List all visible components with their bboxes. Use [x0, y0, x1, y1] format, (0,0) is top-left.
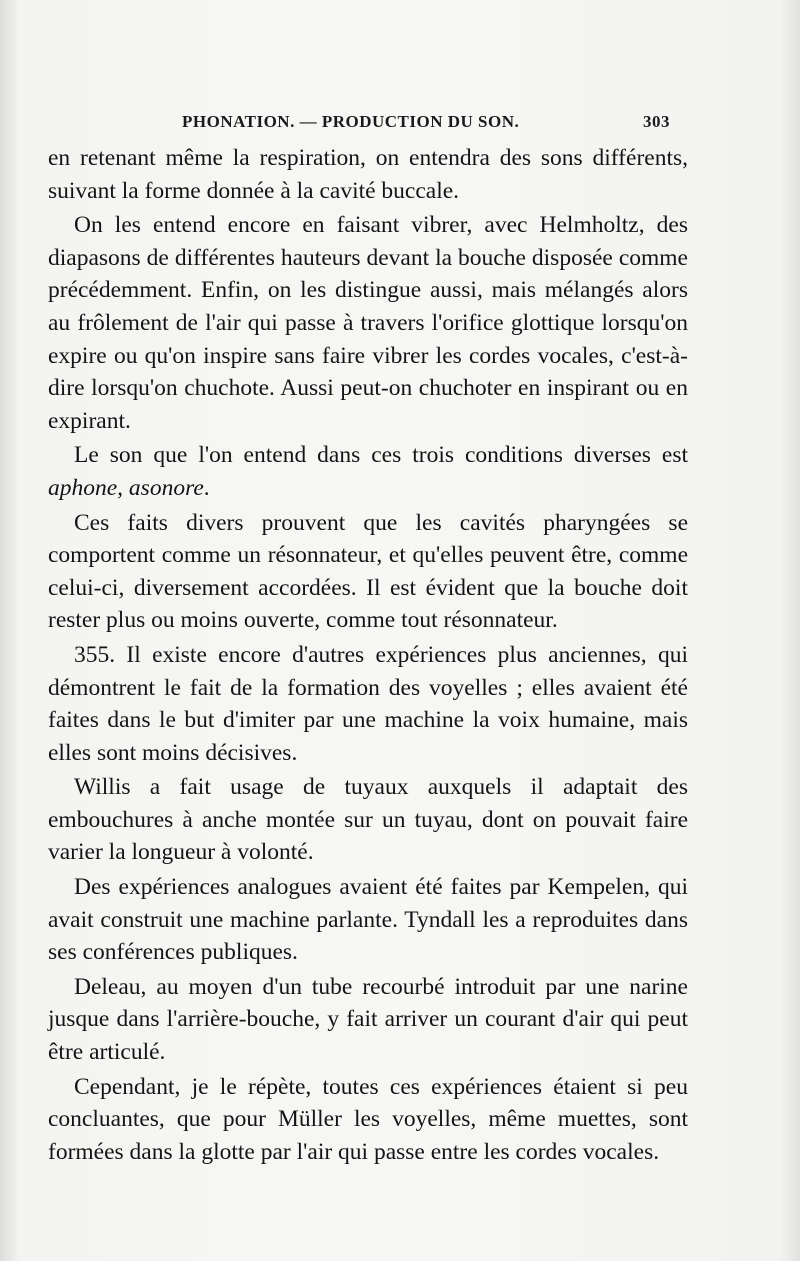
page-header [48, 112, 670, 136]
running-title: PHONATION. — PRODUCTION DU SON. [182, 112, 520, 131]
paragraph: Willis a fait usage de tuyaux auxquels il adaptait des embouchures à anche montée sur un tuyau, dont on pouvait faire varier la longueur à volonté. [48, 774, 688, 866]
paragraph: Ces faits divers prouvent que les cavités pharyngées se comportent comme un résonnateur, et qu'elles peuvent être, comme celui-ci, diversement accordées. Il est évident que la bouche doit rester plus ou moins ouverte, comme tout résonnateur. [48, 509, 688, 634]
italic-term: aphone, asonore [48, 474, 204, 501]
body-text [48, 142, 688, 1170]
paragraph [48, 439, 688, 504]
paragraph: Deleau, au moyen d'un tube recourbé introduit par une narine jusque dans l'arrière-bouche, y fait arriver un courant d'air qui peut être articulé. [48, 973, 688, 1066]
page-number: 303 [643, 112, 670, 131]
paragraph-text: . [203, 474, 210, 501]
paragraph-text: Le son que l'on entend dans ces trois conditions diverses est [74, 442, 688, 469]
paragraph: 355. Il existe encore d'autres expériences plus anciennes, qui démontrent le fait de la formation des voyelles ; elles avaient été faites dans le but d'imiter par une machine la voix humaine, mais elles sont moins décisives. [48, 641, 688, 766]
paragraph: en retenant même la respiration, on entendra des sons différents, suivant la forme donnée à la cavité buccale. [48, 145, 688, 204]
paragraph: Des expériences analogues avaient été faites par Kempelen, qui avait construit une machine parlante. Tyndall les a reproduites dans ses conférences publiques. [48, 874, 688, 966]
paragraph: On les entend encore en faisant vibrer, avec Helmholtz, des diapasons de différentes hauteurs devant la bouche disposée comme précédemment. Enfin, on les distingue aussi, mais mélangés alors au frôlement de l'air qui passe à travers l'orifice glottique lorsqu'on expire ou qu'on inspire sans faire vibrer les cordes vocales, c'est-à-dire lorsqu'on chuchote. Aussi peut-on chuchoter en inspirant ou en expirant. [48, 212, 688, 434]
paragraph: Cependant, je le répète, toutes ces expériences étaient si peu concluantes, que pour Müller les voyelles, même muettes, sont formées dans la glotte par l'air qui passe entre les cordes vocales. [48, 1073, 688, 1165]
